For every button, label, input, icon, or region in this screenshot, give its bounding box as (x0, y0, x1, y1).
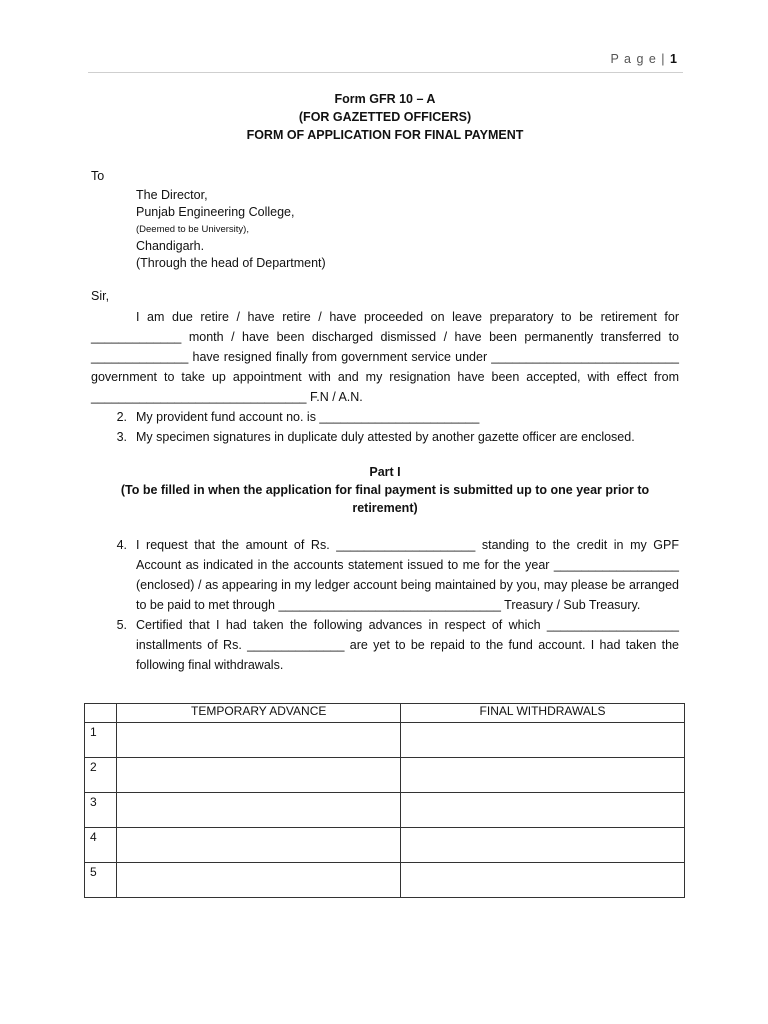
address-line-4: Chandigarh. (136, 239, 205, 253)
item-text: Certified that I had taken the following advances in respect of which ___________________ installments of Rs. ______________ are yet to be repaid to the fund account. I had taken the following final withdrawals. (136, 618, 679, 672)
final-withdrawals-cell[interactable] (401, 793, 685, 828)
final-withdrawals-cell[interactable] (401, 828, 685, 863)
header-divider (88, 72, 683, 73)
form-body (91, 90, 679, 675)
address-line-3: (Deemed to be University), (136, 224, 249, 235)
address-line-2: Punjab Engineering College, (136, 205, 295, 219)
items-list-top (91, 407, 679, 447)
spacer (91, 517, 679, 535)
page-number-header (610, 52, 678, 66)
temporary-advance-cell[interactable] (117, 863, 401, 898)
list-item (91, 535, 679, 615)
temporary-advance-cell[interactable] (117, 723, 401, 758)
final-withdrawals-cell[interactable] (401, 758, 685, 793)
page-number: 1 (670, 52, 678, 66)
page-label: P a g e | (610, 52, 666, 66)
paragraph-1: I am due retire / have retire / have proceeded on leave preparatory to be retirement for _____________ month / have been discharged dismissed / have been permanently transferred to ______________ have resigned finally from government service under ___________________________ government to take up appointment with and my resignation have been accepted, with effect from _______________________________ F.N / A.N. (91, 310, 679, 404)
item-number: 2. (116, 410, 127, 424)
header-final-withdrawals: FINAL WITHDRAWALS (401, 704, 685, 723)
header-temporary-advance: TEMPORARY ADVANCE (117, 704, 401, 723)
table-header-row (85, 704, 685, 723)
form-title-line-1: Form GFR 10 – A (334, 92, 436, 106)
row-number: 2 (85, 758, 117, 793)
item-text: My specimen signatures in duplicate duly attested by another gazette officer are enclosed. (136, 430, 635, 444)
table-row (85, 793, 685, 828)
final-withdrawals-cell[interactable] (401, 863, 685, 898)
table-row (85, 828, 685, 863)
row-number: 5 (85, 863, 117, 898)
item-number: 3. (116, 430, 127, 444)
temporary-advance-cell[interactable] (117, 828, 401, 863)
part-subtitle: (To be filled in when the application for final payment is submitted up to one year prior to retirement) (120, 483, 650, 515)
form-title (91, 90, 679, 144)
list-item (91, 427, 679, 447)
salutation: Sir, (91, 289, 110, 303)
address-line-1: The Director, (136, 188, 208, 202)
row-number: 4 (85, 828, 117, 863)
row-number: 3 (85, 793, 117, 828)
row-number: 1 (85, 723, 117, 758)
address-line-5: (Through the head of Department) (136, 256, 326, 270)
part-title: Part I (369, 465, 401, 479)
items-list-part (91, 535, 679, 675)
to-label: To (91, 169, 105, 183)
advances-table (84, 703, 685, 898)
item-text: My provident fund account no. is _______________________ (136, 410, 480, 424)
part-heading (91, 463, 679, 517)
temporary-advance-cell[interactable] (117, 793, 401, 828)
form-title-line-2: (FOR GAZETTED OFFICERS) (298, 110, 472, 124)
final-withdrawals-cell[interactable] (401, 723, 685, 758)
form-title-line-3: FORM OF APPLICATION FOR FINAL PAYMENT (246, 128, 524, 142)
list-item (91, 615, 679, 675)
table-row (85, 758, 685, 793)
table-row (85, 863, 685, 898)
list-item (91, 407, 679, 427)
temporary-advance-cell[interactable] (117, 758, 401, 793)
item-number: 5. (116, 618, 127, 632)
header-sno (85, 704, 117, 723)
table-row (85, 723, 685, 758)
item-number: 4. (116, 538, 127, 552)
item-text: I request that the amount of Rs. ____________________ standing to the credit in my GPF Account as indicated in the accounts statement issued to me for the year __________________ (enclosed) / as appearing in my ledger account being maintained by you, may please be arranged to be paid to met through ________________________________ Treasury / Sub Treasury. (136, 538, 679, 612)
recipient-address (136, 187, 679, 272)
